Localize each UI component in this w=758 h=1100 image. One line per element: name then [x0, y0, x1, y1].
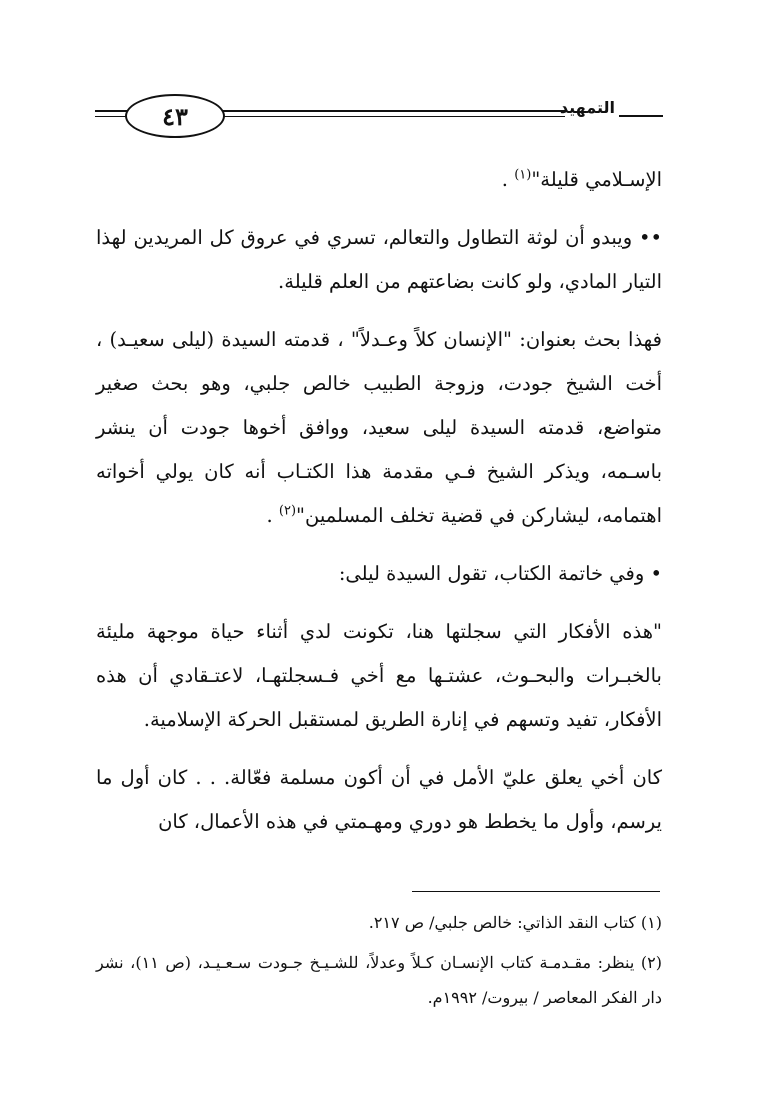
quote-paragraph: كان أخي يعلق عليّ الأمل في أن أكون مسلمة فعّالة. . . كان أول ما يرسم، وأول ما يخطط هو دوري ومهـمتي في هذه الأعمال، كان: [96, 766, 662, 833]
chapter-title-underline: [619, 115, 663, 117]
body-text: [96, 158, 662, 844]
chapter-title: التمهيد: [559, 98, 615, 117]
footnote: (٢) ينظر: مقـدمـة كتاب الإنسـان كـلاً وعدلاً، للشـيـخ جـودت سـعـيـد، (ص ١١)، نشر دار الفكر المعاصر / بيروت/ ١٩٩٢م.: [96, 953, 663, 1007]
quote-paragraph: "هذه الأفكار التي سجلتها هنا، تكونت لدي أثناء حياة موجهة مليئة بالخبـرات والبحـوث، عشتـها مع أخي فـسجلتهـا، لاعتـقادي أن هذه الأفكار، تفيد وتسهم في إنارة الطريق لمستقبل الحركة الإسلامية.: [96, 620, 662, 731]
page-header: [95, 92, 663, 154]
paragraph: • وفي خاتمة الكتاب، تقول السيدة ليلى:: [338, 562, 662, 585]
header-rule: [219, 110, 565, 112]
paragraph: [96, 158, 662, 202]
footnote-reference: (١): [514, 167, 532, 183]
footnote-reference: (٢): [278, 503, 297, 519]
page-number: ٤٣: [125, 94, 225, 138]
footnote: (١) كتاب النقد الذاتي: خالص جلبي/ ص ٢١٧.: [368, 913, 662, 932]
paragraph-text: فهذا بحث بعنوان: "الإنسان كلاً وعـدلاً" ، قدمته السيدة (ليلى سعيـد) ، أخت الشيخ جودت، وزوجة الطبيب خالص جلبي، وهو بحث صغير متواضع، قدمته السيدة ليلى سعيد، ووافق أخوها جودت أن ينشر باسـمه، ويذكر الشيخ فـي مقدمة هذا الكتـاب أنه كان يولي أخواته اهتمامه، ليشاركن في قضية تخلف المسلمين": [96, 328, 662, 527]
paragraph-text: الإسـلامي قليلة": [531, 168, 662, 191]
paragraph: •• ويبدو أن لوثة التطاول والتعالم، تسري في عروق كل المريدين لهذا التيار المادي، ولو كانت بضاعتهم من العلم قليلة.: [96, 226, 662, 293]
paragraph-end: .: [501, 168, 508, 191]
footnotes: [96, 905, 662, 1015]
paragraph: [96, 318, 662, 538]
footnote-separator: [412, 891, 660, 892]
header-rule: [219, 116, 565, 117]
paragraph-end: .: [266, 504, 273, 527]
